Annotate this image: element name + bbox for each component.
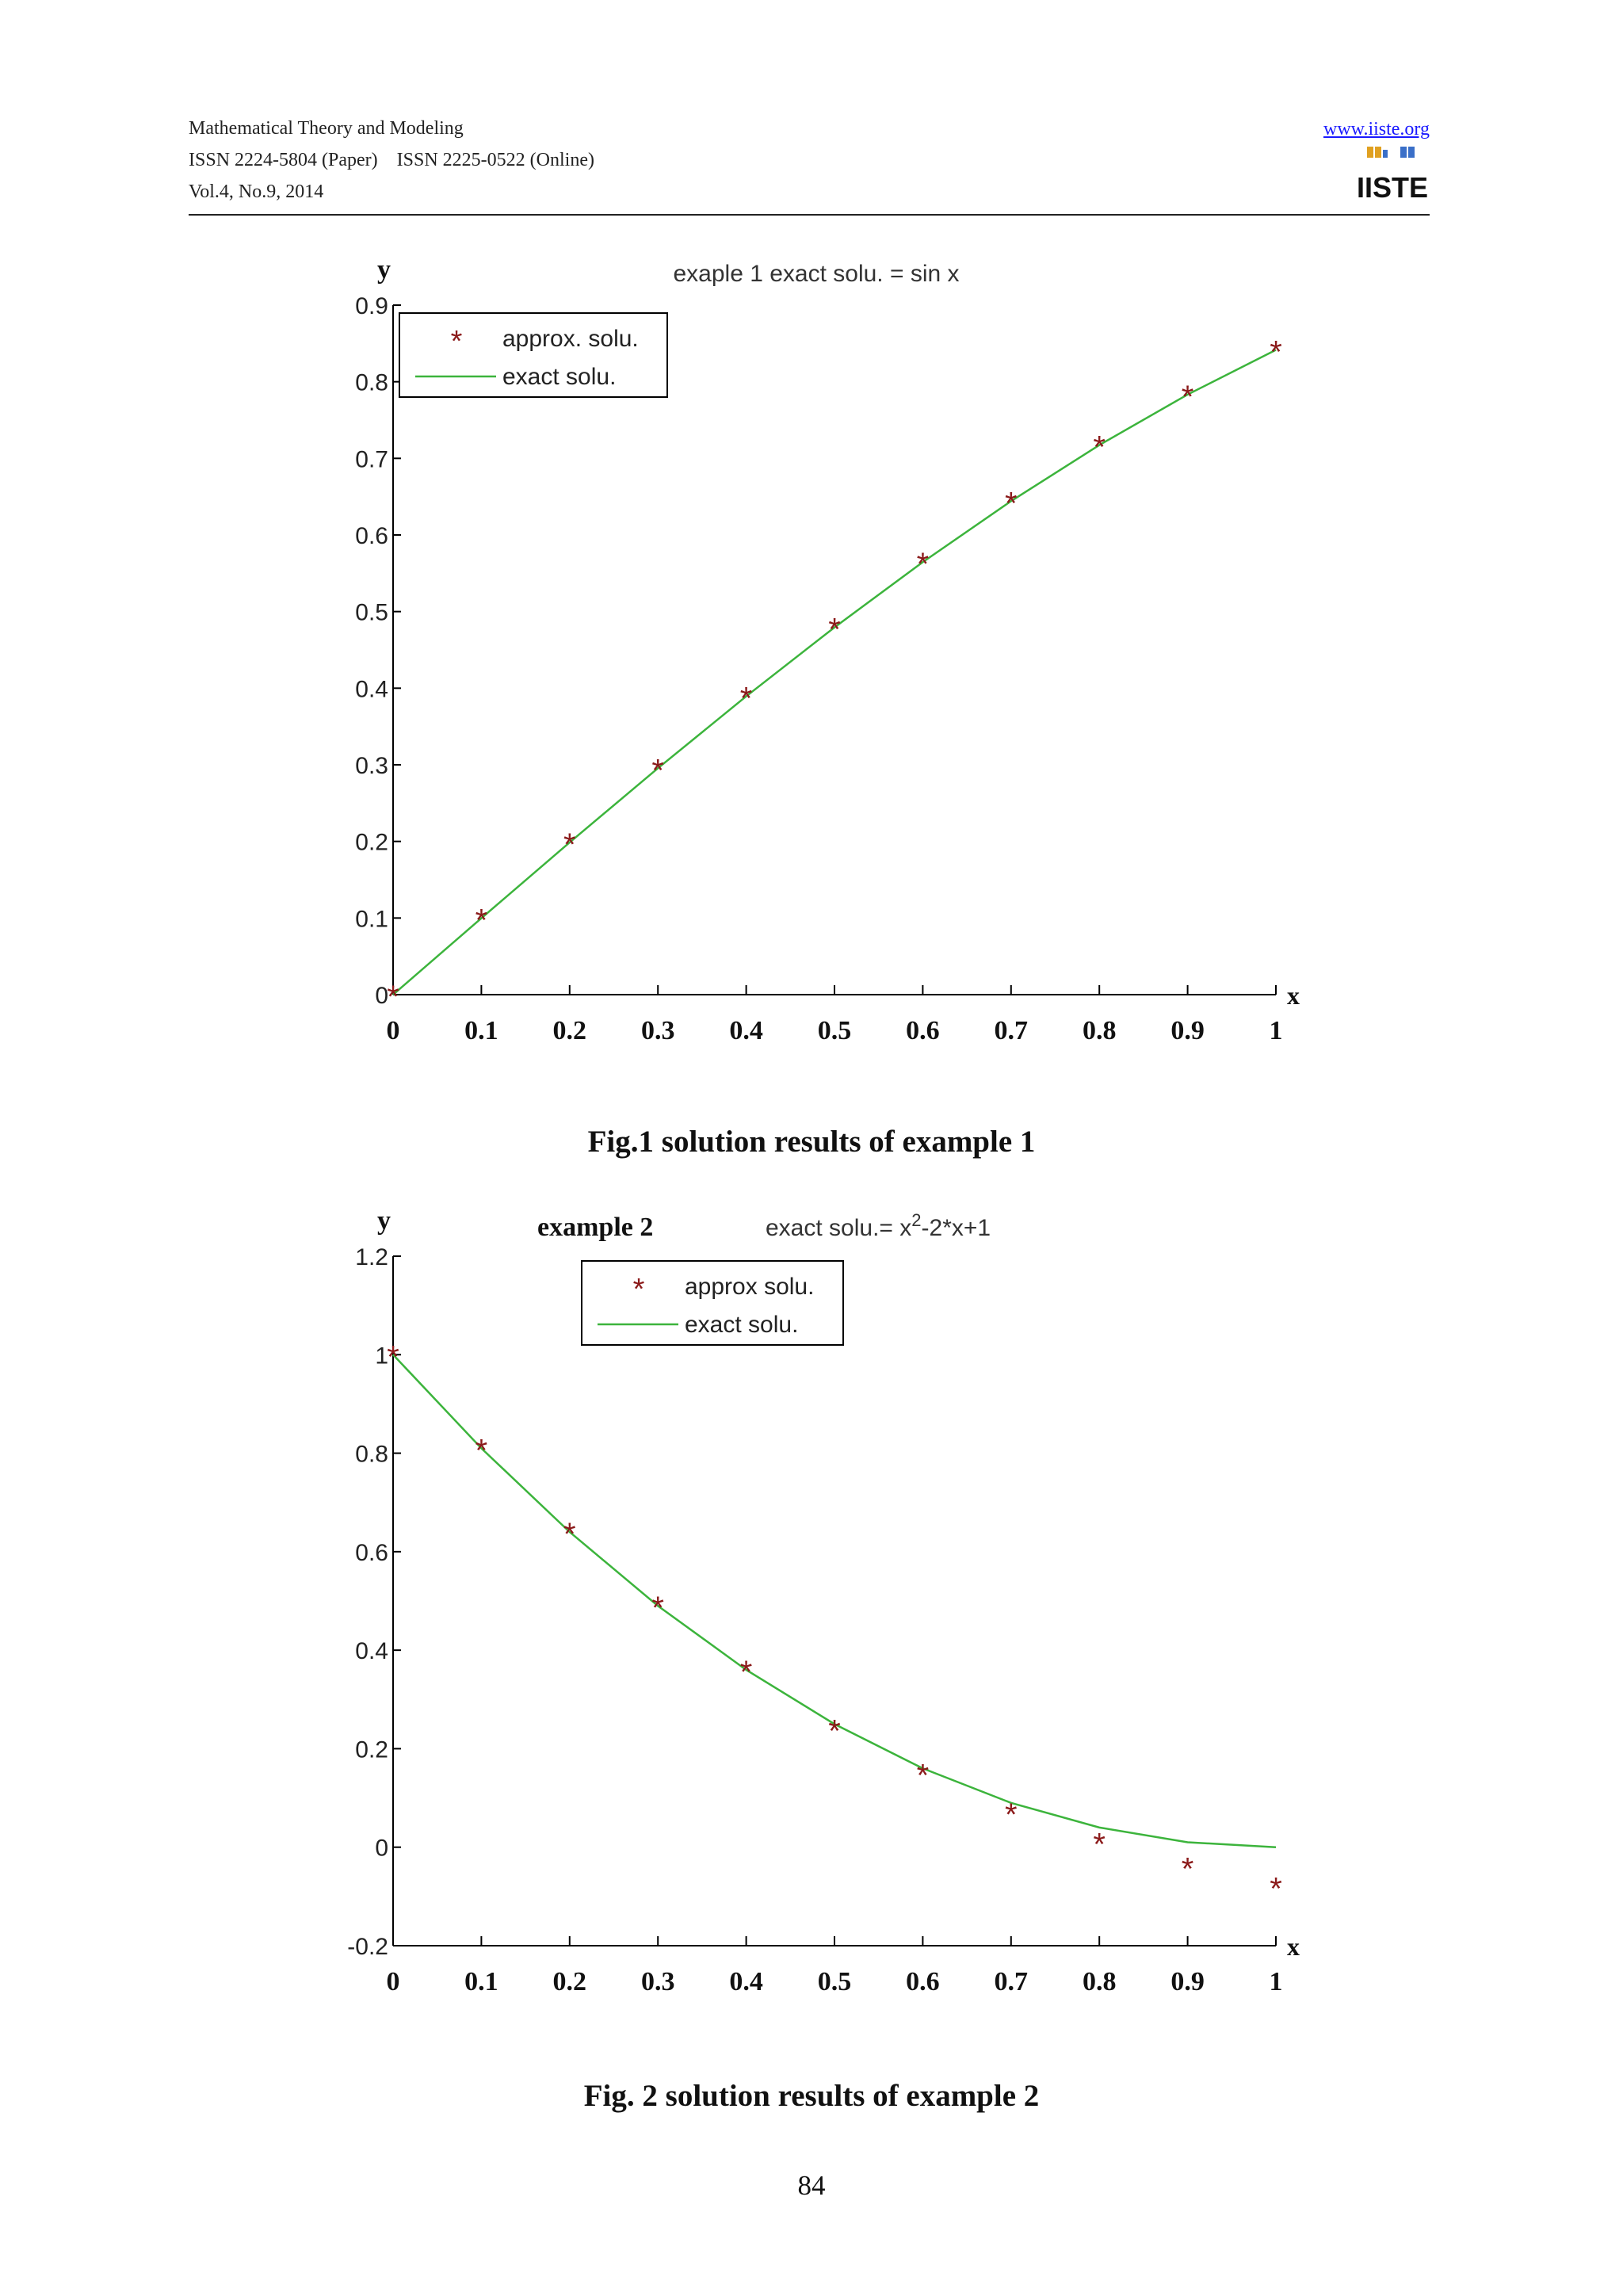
approx-solution-marker: * <box>1005 1797 1018 1833</box>
figure-1-caption: Fig.1 solution results of example 1 <box>587 1125 1036 1159</box>
legend-label-exact: exact solu. <box>685 1312 799 1338</box>
x-tick-label: 0.5 <box>817 1967 852 1996</box>
approx-solution-marker: * <box>1093 430 1106 465</box>
x-tick-label: 0.9 <box>1170 1967 1205 1996</box>
x-tick-label: 0.8 <box>1082 1016 1117 1045</box>
exact-solution-line <box>393 1354 1276 1847</box>
iiste-logo <box>1356 145 1429 204</box>
legend-marker-symbol: * <box>632 1273 645 1306</box>
approx-solution-marker: * <box>916 547 930 583</box>
y-tick-label: 0.7 <box>355 446 388 473</box>
journal-title: Mathematical Theory and Modeling <box>189 118 464 139</box>
svg-text:IISTE: IISTE <box>1356 171 1429 204</box>
legend-label-approx: approx. solu. <box>502 326 639 352</box>
approx-solution-marker: * <box>387 1339 399 1375</box>
header-rule <box>189 214 1430 216</box>
chart-example-2 <box>325 1201 1323 2009</box>
x-tick-label: 0.7 <box>994 1967 1029 1996</box>
x-tick-label: 1 <box>1269 1967 1283 1996</box>
y-tick-label: 0.4 <box>355 676 388 703</box>
x-tick-label: 0.2 <box>552 1016 587 1045</box>
x-tick-label: 0.8 <box>1082 1967 1117 1996</box>
x-tick-label: 0 <box>386 1016 400 1045</box>
x-tick-label: 1 <box>1269 1016 1283 1045</box>
approx-solution-marker: * <box>1270 334 1282 370</box>
approx-solution-marker: * <box>828 1713 841 1749</box>
x-tick-label: 0.1 <box>464 1967 498 1996</box>
x-tick-label: 0.6 <box>906 1967 940 1996</box>
approx-solution-marker: * <box>1181 379 1194 415</box>
y-tick-label: 0.5 <box>355 599 388 626</box>
approx-solution-marker: * <box>387 980 399 1014</box>
x-tick-label: 0.4 <box>729 1967 763 1996</box>
y-tick-label: 0.8 <box>355 1441 388 1468</box>
volume-line: Vol.4, No.9, 2014 <box>189 181 324 202</box>
approx-solution-marker: * <box>651 1591 664 1626</box>
y-axis-label: y <box>377 1206 391 1236</box>
x-tick-label: 0.5 <box>817 1016 852 1045</box>
approx-solution-marker: * <box>1093 1827 1106 1862</box>
website-link[interactable]: www.iiste.org <box>1323 119 1430 139</box>
exact-solution-line <box>393 350 1276 995</box>
approx-solution-marker: * <box>563 1517 576 1552</box>
y-tick-label: 0 <box>375 1835 388 1862</box>
legend-label-exact: exact solu. <box>502 364 617 390</box>
page-number: 84 <box>797 2170 826 2201</box>
x-tick-label: 0.6 <box>906 1016 940 1045</box>
figure-2-caption: Fig. 2 solution results of example 2 <box>583 2079 1040 2113</box>
approx-solution-marker: * <box>1181 1851 1194 1887</box>
approx-solution-marker: * <box>1270 1871 1282 1907</box>
approx-solution-marker: * <box>739 1655 753 1690</box>
chart-example-1 <box>325 250 1323 1058</box>
y-tick-label: 1 <box>375 1343 388 1370</box>
approx-solution-marker: * <box>828 612 841 648</box>
approx-solution-marker: * <box>651 753 664 789</box>
y-tick-label: 0.6 <box>355 523 388 549</box>
approx-solution-marker: * <box>1005 486 1018 521</box>
approx-solution-marker: * <box>563 827 576 862</box>
y-tick-label: 0.2 <box>355 1736 388 1763</box>
issn-line: ISSN 2224-5804 (Paper) ISSN 2225-0522 (Online) <box>189 150 594 170</box>
x-tick-label: 0.2 <box>552 1967 587 1996</box>
y-tick-label: 1.2 <box>355 1244 388 1270</box>
x-tick-label: 0.3 <box>640 1016 675 1045</box>
chart-legend <box>399 313 667 397</box>
x-axis-label: x <box>1287 1932 1300 1961</box>
legend-label-approx: approx solu. <box>685 1274 815 1300</box>
approx-solution-marker: * <box>475 1433 488 1469</box>
approx-solution-marker: * <box>475 903 488 938</box>
chart-legend <box>582 1261 843 1345</box>
y-tick-label: -0.2 <box>347 1934 388 1960</box>
x-tick-label: 0.3 <box>640 1967 675 1996</box>
y-axis-label: y <box>377 255 391 285</box>
x-tick-label: 0.9 <box>1170 1016 1205 1045</box>
chart-title: exact solu.= $x^2-2*x+1$ <box>766 1210 991 1241</box>
x-tick-label: 0.1 <box>464 1016 498 1045</box>
y-tick-label: 0.2 <box>355 829 388 856</box>
approx-solution-marker: * <box>916 1758 930 1794</box>
x-axis-label: x <box>1287 981 1300 1010</box>
x-tick-label: 0.7 <box>994 1016 1029 1045</box>
y-tick-label: 0.8 <box>355 369 388 396</box>
legend-marker-symbol: * <box>450 325 463 358</box>
y-tick-label: 0.3 <box>355 753 388 779</box>
y-tick-label: 0.4 <box>355 1638 388 1665</box>
x-tick-label: 0 <box>386 1967 400 1996</box>
y-tick-label: 0.1 <box>355 906 388 933</box>
y-tick-label: 0.6 <box>355 1539 388 1566</box>
chart-title: exaple 1 exact solu. = sin x <box>673 261 960 287</box>
chart-title-prefix: example 2 <box>537 1213 654 1242</box>
y-tick-label: 0.9 <box>355 293 388 319</box>
approx-solution-marker: * <box>739 681 753 716</box>
y-tick-label: 0 <box>375 983 388 1009</box>
x-tick-label: 0.4 <box>729 1016 763 1045</box>
